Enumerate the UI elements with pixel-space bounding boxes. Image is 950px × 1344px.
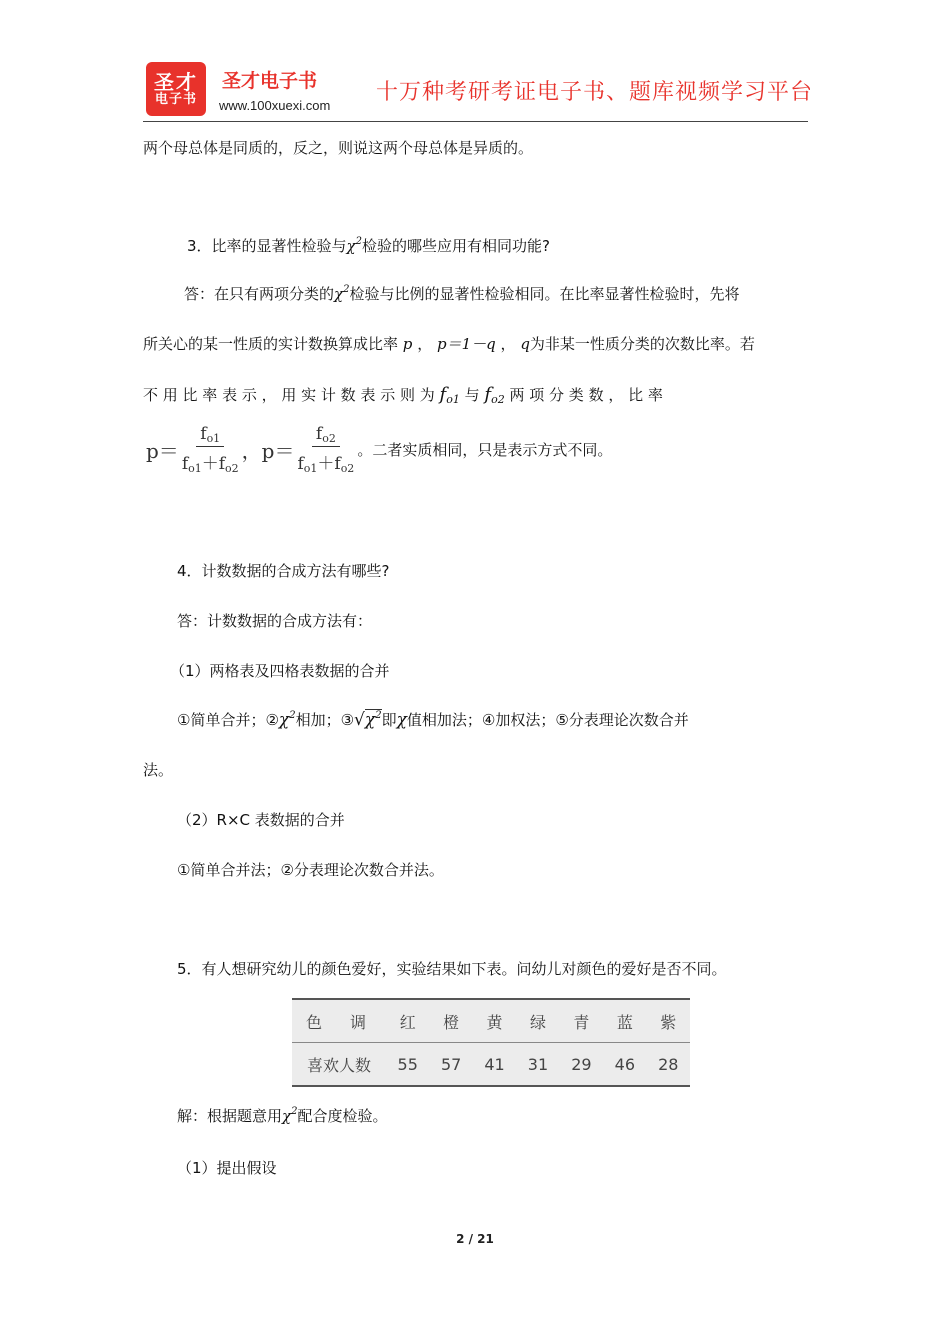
table-header-row xyxy=(292,999,690,1043)
q3-question-post: 检验的哪些应用有相同功能? xyxy=(362,237,550,255)
header-divider xyxy=(143,121,808,122)
q3-answer-line-2: 所关心的某一性质的实计数换算成比率 p ， p＝1－q ， q为非某一性质分类的次数比率。若 xyxy=(143,335,755,353)
formula-q: q xyxy=(520,335,530,353)
q3-answer-line-3: 不 用 比 率 表 示 ， 用 实 计 数 表 示 则 为 fo1 与 fo2 两 项 分 类 数 ， 比 率 xyxy=(143,384,663,406)
chi-symbol: χ xyxy=(396,710,407,730)
table-row-label: 喜欢人数 xyxy=(292,1043,386,1087)
table-row xyxy=(292,1043,690,1087)
header-slogan: 十万种考研考证电子书、题库视频学习平台 xyxy=(376,80,814,105)
intro-line: 两个母总体是同质的，反之，则说这两个母总体是异质的。 xyxy=(143,139,534,157)
q4-item2-methods: ①简单合并法；②分表理论次数合并法。 xyxy=(177,861,444,879)
q4-answer-intro: 答：计数数据的合成方法有： xyxy=(177,612,373,630)
table-header-cell: 橙 xyxy=(429,999,472,1043)
brand-url[interactable]: www.100xuexi.com xyxy=(219,98,331,113)
q5-solution: 解：根据题意用$\chi^2$配合度检验。 xyxy=(177,1106,388,1125)
sqrt-chi-square: $√\chi^2$ xyxy=(354,710,382,730)
q3-question xyxy=(187,235,550,256)
q3-question-pre: 3．比率的显著性检验与 xyxy=(187,237,347,255)
q4-item1-title: （1）两格表及四格表数据的合并 xyxy=(170,662,390,680)
q3-answer-line-1: 答：在只有两项分类的$\chi^2$检验与比例的显著性检验相同。在比率显著性检验时，先将 xyxy=(184,284,740,303)
color-preference-table xyxy=(292,998,690,1087)
table-cell: 55 xyxy=(386,1043,429,1087)
chi-square-symbol: $\chi^2$ xyxy=(346,236,363,255)
q4-item1-methods: ①简单合并；$②\chi^2$相加；$③√\chi^2$即χ值相加法；④加权法；⑤分表理论次数合并 xyxy=(177,710,689,730)
formula-f-o1: fo1 xyxy=(439,384,460,406)
q5-question: 5．有人想研究幼儿的颜色爱好，实验结果如下表。问幼儿对颜色的爱好是否不同。 xyxy=(177,960,727,978)
formula-p-equals-1-minus-q: p＝1－q xyxy=(436,335,496,353)
logo-text-bottom: 电子书 xyxy=(154,91,197,107)
formula-f-o2: fo2 xyxy=(484,384,505,406)
chi-square-symbol: $\chi^2$ xyxy=(282,1106,298,1125)
table-header-cell: 黄 xyxy=(473,999,516,1043)
table-cell: 29 xyxy=(560,1043,603,1087)
brand-logo xyxy=(146,62,206,116)
page-number: 2 / 21 xyxy=(456,1232,494,1246)
q3-answer-line-4 xyxy=(146,424,612,474)
table-cell: 41 xyxy=(473,1043,516,1087)
chi-square-symbol: $\chi^2$ xyxy=(334,284,350,303)
table-header-cell: 绿 xyxy=(516,999,559,1043)
q5-step1: （1）提出假设 xyxy=(177,1159,277,1177)
chi-square-symbol: $\chi^2$ xyxy=(278,710,296,730)
table-cell: 57 xyxy=(429,1043,472,1087)
table-header-cell: 紫 xyxy=(647,999,690,1043)
ratio-formula: p＝ $\frac{fo1}{fo1+fo2}$ ， p＝ $\frac{fo2}{fo1+fo2}$ xyxy=(146,424,355,475)
q4-question: 4．计数数据的合成方法有哪些? xyxy=(177,562,390,580)
logo-text-top: 圣才 xyxy=(154,69,198,94)
table-cell: 28 xyxy=(647,1043,690,1087)
table-cell: 46 xyxy=(603,1043,646,1087)
q4-item1-methods-cont: 法。 xyxy=(143,761,174,779)
table-header-cell: 蓝 xyxy=(603,999,646,1043)
fraction-p-o1: $\frac{fo1}{fo1+fo2}$ xyxy=(181,424,239,475)
q4-item2-title: （2）R×C 表数据的合并 xyxy=(177,811,345,829)
table-cell: 31 xyxy=(516,1043,559,1087)
fraction-p-o2: $\frac{fo2}{fo1+fo2}$ xyxy=(297,424,355,475)
formula-p: p xyxy=(402,335,413,353)
q3-answer-conclusion: 。二者实质相同，只是表示方式不同。 xyxy=(357,440,613,459)
table-header-cell: 青 xyxy=(560,999,603,1043)
table-header-cell: 红 xyxy=(386,999,429,1043)
brand-name: 圣才电子书 xyxy=(222,70,318,92)
table-header-cell: 色 调 xyxy=(292,999,386,1043)
